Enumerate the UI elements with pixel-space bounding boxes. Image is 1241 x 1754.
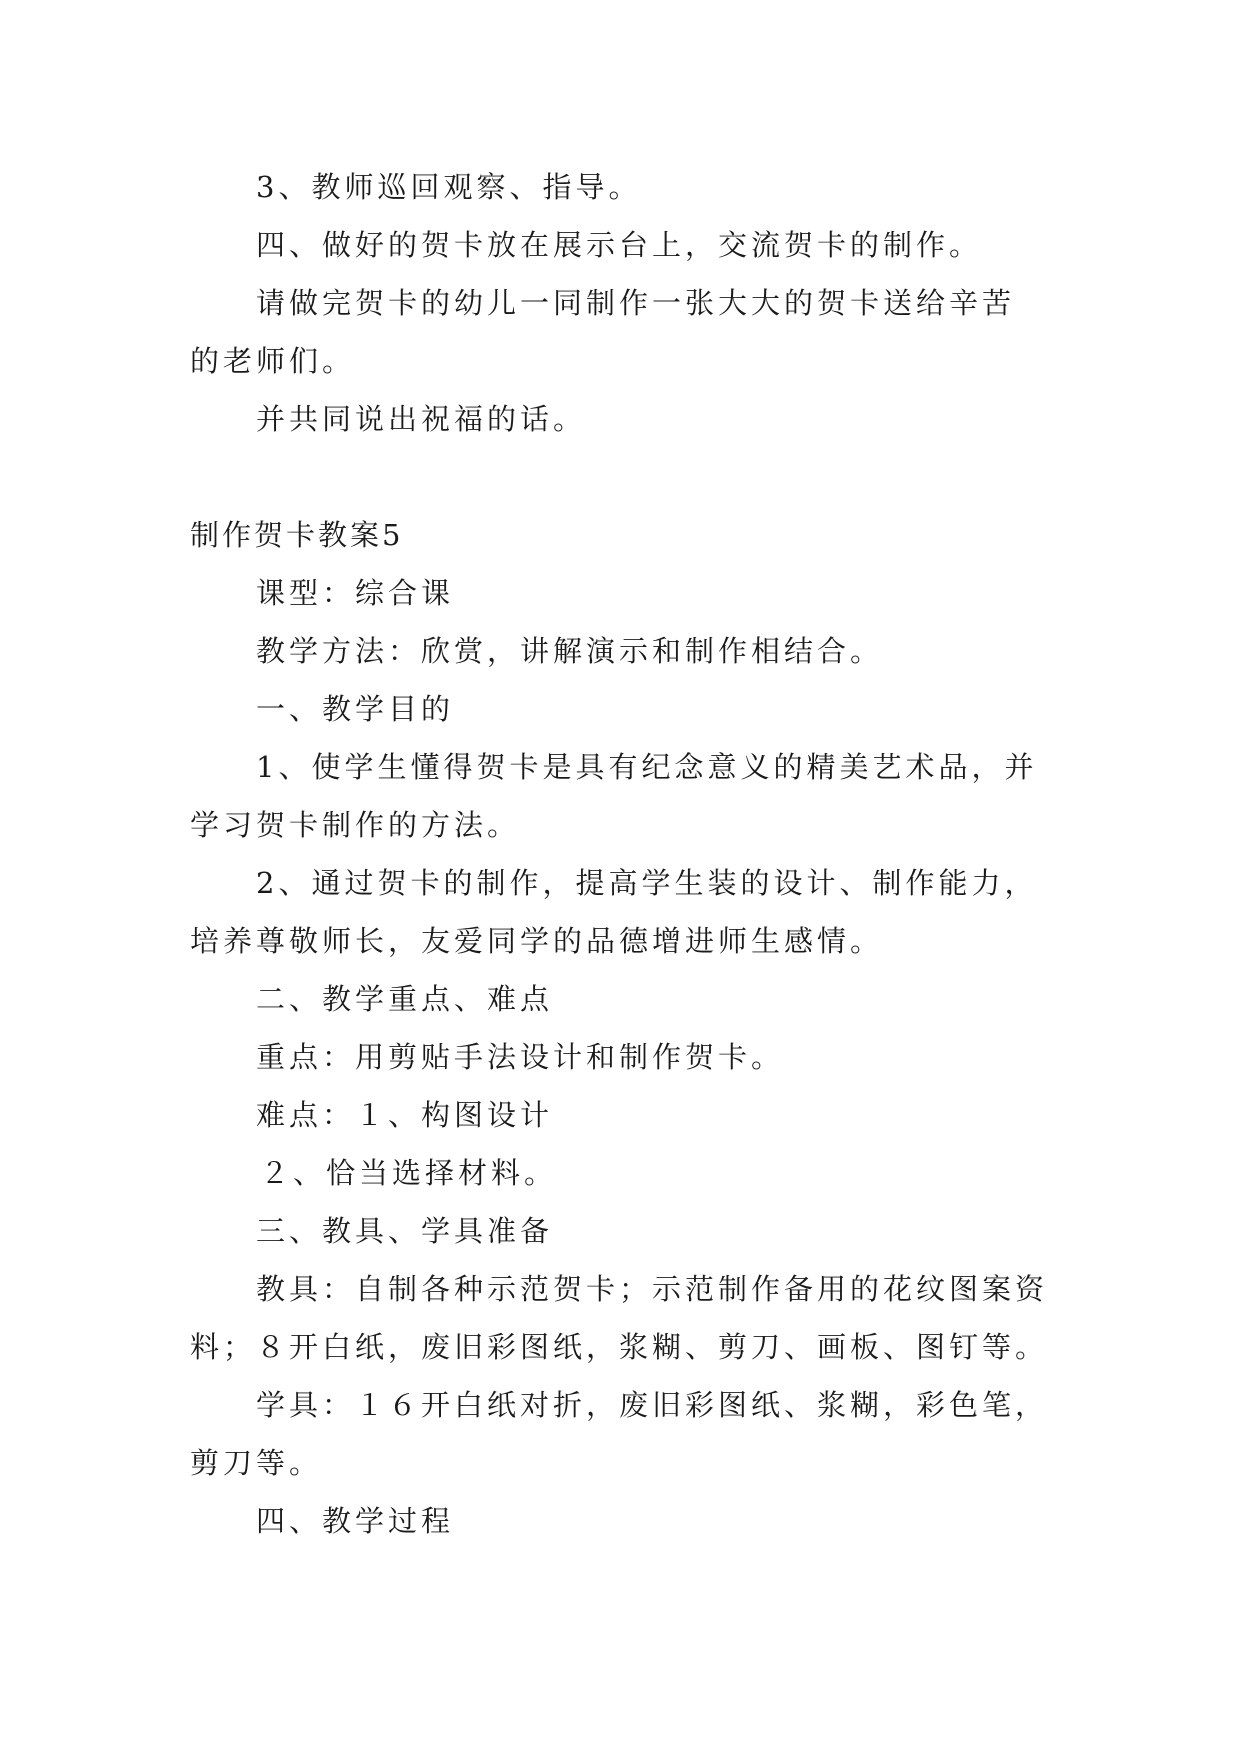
- heading-key-points: 二、教学重点、难点: [256, 982, 554, 1016]
- teaching-method: 教学方法：欣赏，讲解演示和制作相结合。: [256, 634, 884, 668]
- paragraph-line: 并共同说出祝福的话。: [256, 402, 587, 436]
- goal-2-continuation: 培养尊敬师长，友爱同学的品德增进师生感情。: [190, 924, 884, 958]
- goal-2: 2、通过贺卡的制作，提高学生装的设计、制作能力，: [256, 866, 1038, 900]
- paragraph-line: 请做完贺卡的幼儿一同制作一张大大的贺卡送给辛苦: [256, 286, 1016, 320]
- key-point: 重点：用剪贴手法设计和制作贺卡。: [256, 1040, 785, 1074]
- section-title: 制作贺卡教案5: [190, 518, 404, 552]
- heading-teaching-goals: 一、教学目的: [256, 692, 455, 726]
- document-body: [190, 158, 1070, 1550]
- student-materials-continuation: 剪刀等。: [190, 1446, 323, 1480]
- student-materials: 学具：１６开白纸对折，废旧彩图纸、浆糊，彩色笔，: [256, 1388, 1049, 1422]
- difficulty-1: 难点：１、构图设计: [256, 1098, 554, 1132]
- paragraph-step-3: 3、教师巡回观察、指导。: [256, 170, 642, 204]
- heading-teaching-process: 四、教学过程: [256, 1504, 455, 1538]
- teacher-materials: 教具：自制各种示范贺卡；示范制作备用的花纹图案资: [256, 1272, 1049, 1306]
- paragraph-section-4: 四、做好的贺卡放在展示台上，交流贺卡的制作。: [256, 228, 983, 262]
- goal-1: 1、使学生懂得贺卡是具有纪念意义的精美艺术品，并: [256, 750, 1038, 784]
- lesson-type: 课型：综合课: [256, 576, 455, 610]
- teacher-materials-continuation: 料；８开白纸，废旧彩图纸，浆糊、剪刀、画板、图钉等。: [190, 1330, 1049, 1364]
- paragraph-line-continuation: 的老师们。: [190, 344, 356, 378]
- spacer: [190, 448, 1070, 506]
- goal-1-continuation: 学习贺卡制作的方法。: [190, 808, 521, 842]
- difficulty-2: ２、恰当选择材料。: [260, 1156, 558, 1190]
- heading-materials: 三、教具、学具准备: [256, 1214, 554, 1248]
